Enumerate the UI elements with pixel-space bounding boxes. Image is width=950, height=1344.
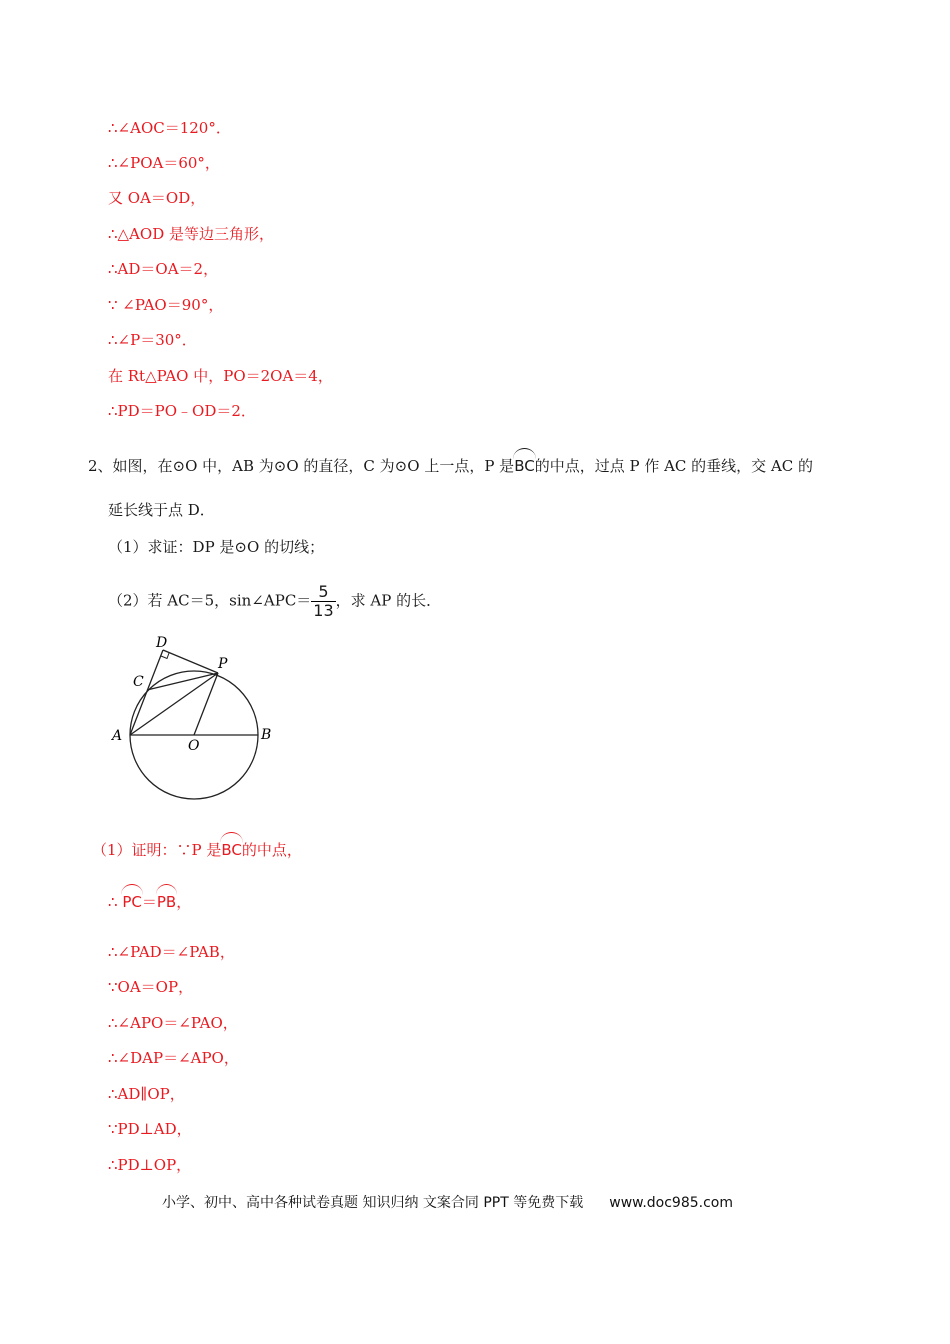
geometry-figure — [100, 628, 290, 808]
solution-line: ∴∠PAD＝∠PAB， — [108, 943, 235, 961]
solution-line: ∴AD＝OA＝2， — [108, 260, 219, 278]
solution-line: ∴∠AOC＝120°． — [108, 119, 231, 137]
problem-statement — [88, 448, 813, 476]
fraction-numerator: 5 — [311, 583, 335, 602]
therefore-symbol: ∴ — [108, 893, 118, 911]
solution-line: ∴∠DAP＝∠APO， — [108, 1049, 239, 1067]
fraction-denominator: 13 — [313, 601, 334, 620]
line-cp — [147, 673, 218, 690]
solution-line: ∴∠APO＝∠PAO， — [108, 1014, 238, 1032]
solution-line: ∵PD⊥AD， — [108, 1120, 192, 1138]
arc-bc: BC — [221, 832, 242, 860]
solution2-intro — [92, 832, 302, 860]
line-dp — [163, 650, 218, 673]
solution-line: ∵OA＝OP， — [108, 978, 194, 996]
solution-text: （1）证明：∵P 是 — [92, 841, 222, 859]
problem-text: 的中点，过点 P 作 AC 的垂线，交 AC 的 — [534, 457, 814, 475]
label-c: C — [133, 674, 144, 690]
page-footer — [162, 1192, 733, 1212]
problem-part2 — [108, 583, 441, 620]
comma: ， — [176, 893, 192, 911]
problem-part1: （1）求证：DP 是⊙O 的切线； — [108, 538, 325, 556]
solution-line: ∴AD∥OP， — [108, 1085, 185, 1103]
arc-bc: BC — [514, 448, 535, 476]
solution-line: ∴△AOD 是等边三角形， — [108, 225, 275, 243]
label-p: P — [218, 656, 228, 672]
label-o: O — [188, 738, 200, 754]
line-ad — [130, 650, 163, 735]
problem-part2-text: ，求 AP 的长． — [335, 591, 442, 610]
solution-line: ∵ ∠PAO＝90°， — [108, 296, 224, 314]
arc-equality — [108, 884, 191, 912]
fraction — [311, 583, 335, 620]
line-op — [194, 673, 218, 735]
problem-part2-text: （2）若 AC＝5，sin∠APC＝ — [108, 591, 312, 610]
solution-line: 又 OA＝OD， — [108, 189, 206, 207]
arc-pb: PB — [157, 884, 176, 912]
problem-text: 2、如图，在⊙O 中，AB 为⊙O 的直径，C 为⊙O 上一点，P 是 — [88, 457, 515, 475]
label-a: A — [112, 728, 123, 744]
solution-line: ∴∠P＝30°． — [108, 331, 197, 349]
solution-line: ∴∠POA＝60°， — [108, 154, 220, 172]
solution-line: ∴PD⊥OP， — [108, 1156, 192, 1174]
footer-url[interactable]: www.doc985.com — [609, 1195, 733, 1211]
footer-text: 小学、初中、高中各种试卷真题 知识归纳 文案合同 PPT 等免费下载 — [162, 1195, 584, 1211]
label-b: B — [261, 727, 272, 743]
solution-text: 的中点， — [241, 841, 302, 859]
problem-statement-cont: 延长线于点 D． — [108, 501, 215, 519]
equals-sign: ＝ — [141, 893, 157, 911]
arc-pc: PC — [122, 884, 142, 912]
solution-line: 在 Rt△PAO 中，PO＝2OA＝4， — [108, 367, 333, 385]
label-d: D — [156, 635, 168, 651]
solution-line: ∴PD＝PO﹣OD＝2． — [108, 402, 256, 420]
